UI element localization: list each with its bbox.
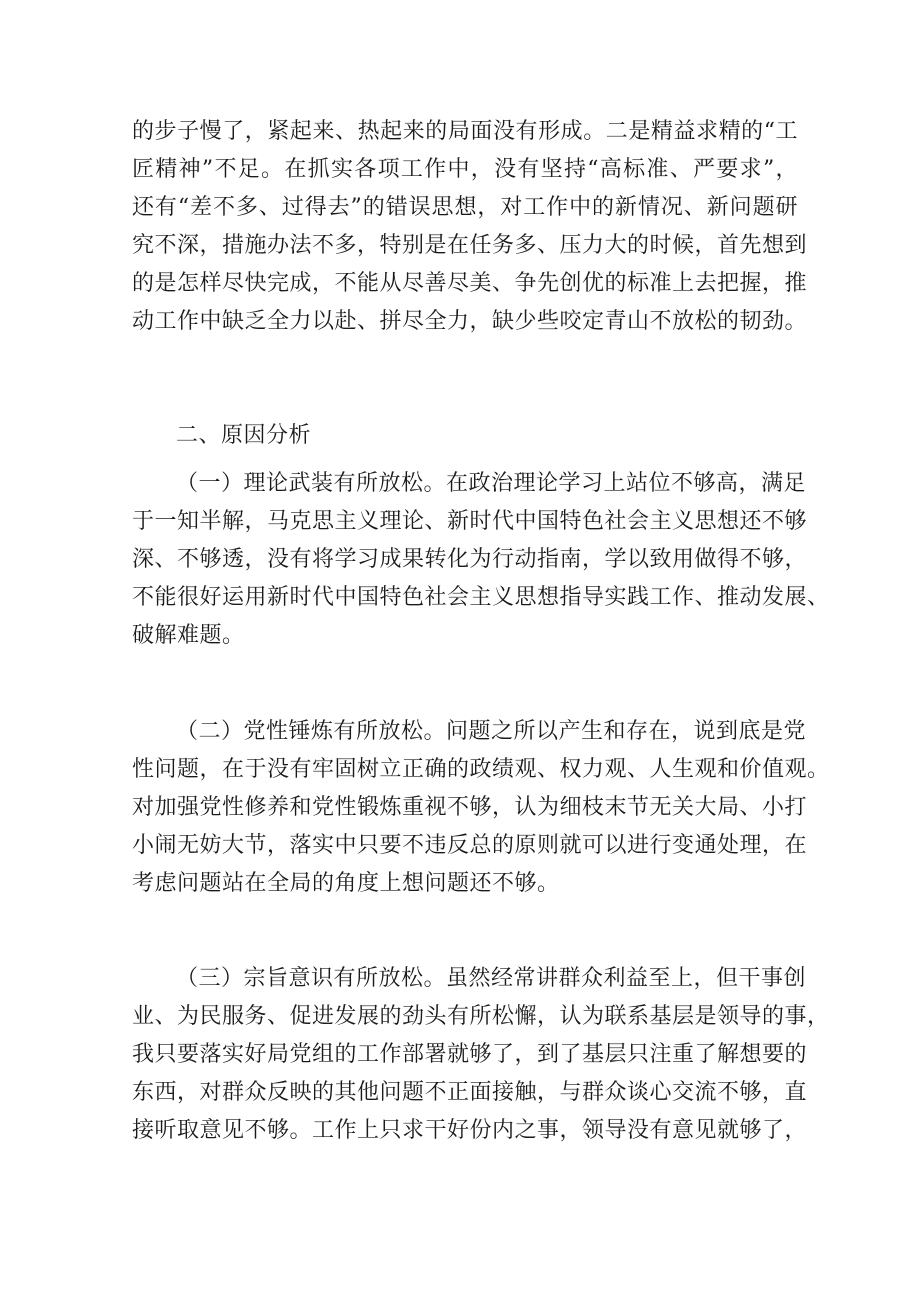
paragraph-4	[132, 960, 830, 1150]
paragraph-line: （二）党性锤炼有所放松。问题之所以产生和存在，说到底是党	[176, 719, 807, 744]
paragraph-3	[132, 713, 830, 903]
paragraph-line: 我只要落实好局党组的工作部署就够了，到了基层只注重了解想要的	[132, 1042, 808, 1067]
section-heading-block	[176, 417, 798, 455]
paragraph-line: （一）理论武装有所放松。在政治理论学习上站位不够高，满足	[176, 471, 807, 496]
paragraph-2	[132, 465, 830, 655]
paragraph-line: 动工作中缺乏全力以赴、拼尽全力，缺少些咬定青山不放松的韧劲。	[132, 309, 808, 334]
paragraph-line: 破解难题。	[132, 623, 245, 648]
paragraph-line: 究不深，措施办法不多，特别是在任务多、压力大的时候，首先想到	[132, 233, 808, 258]
paragraph-line: 的是怎样尽快完成，不能从尽善尽美、争先创优的标准上去把握，推	[132, 271, 808, 296]
paragraph-line: 性问题，在于没有牢固树立正确的政绩观、权力观、人生观和价值观。	[132, 757, 830, 782]
section-heading: 二、原因分析	[176, 423, 312, 448]
paragraph-line: （三）宗旨意识有所放松。虽然经常讲群众利益至上，但干事创	[176, 966, 807, 991]
paragraph-line: 小闹无妨大节，落实中只要不违反总的原则就可以进行变通处理，在	[132, 833, 808, 858]
paragraph-1	[132, 113, 808, 341]
paragraph-line: 业、为民服务、促进发展的劲头有所松懈，认为联系基层是领导的事，	[132, 1004, 830, 1029]
paragraph-line: 深、不够透，没有将学习成果转化为行动指南，学以致用做得不够，	[132, 547, 808, 572]
paragraph-line: 的步子慢了，紧起来、热起来的局面没有形成。二是精益求精的“工	[132, 119, 798, 144]
paragraph-line: 考虑问题站在全局的角度上想问题还不够。	[132, 871, 560, 896]
paragraph-line: 于一知半解，马克思主义理论、新时代中国特色社会主义思想还不够	[132, 509, 808, 534]
paragraph-line: 东西，对群众反映的其他问题不正面接触，与群众谈心交流不够，直	[132, 1080, 808, 1105]
paragraph-line: 对加强党性修养和党性锻炼重视不够，认为细枝末节无关大局、小打	[132, 795, 808, 820]
paragraph-line: 接听取意见不够。工作上只求干好份内之事，领导没有意见就够了，	[132, 1118, 808, 1143]
paragraph-line: 匠精神”不足。在抓实各项工作中，没有坚持“高标准、严要求”，	[132, 157, 798, 182]
paragraph-line: 不能很好运用新时代中国特色社会主义思想指导实践工作、推动发展、	[132, 585, 830, 610]
paragraph-line: 还有“差不多、过得去”的错误思想，对工作中的新情况、新问题研	[132, 195, 798, 220]
